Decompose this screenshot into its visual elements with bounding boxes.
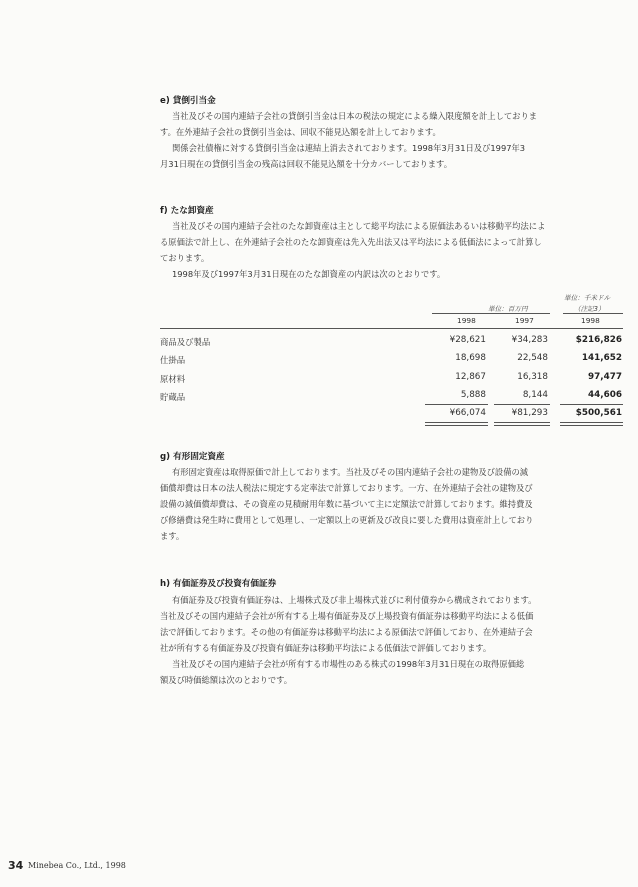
text-line: 社が所有する有価証券及び投資有価証券は移動平均法による低価法で評価しております。	[160, 643, 492, 653]
section-heading-h: h) 有価証券及び投資有価証券	[160, 579, 277, 589]
footer-company: Minebea Co., Ltd., 1998	[28, 861, 126, 870]
section-heading-e: e) 貸倒引当金	[160, 96, 216, 106]
subtotal-rule-1997	[494, 404, 550, 405]
text-line: 有形固定資産は取得原価で計上しております。当社及びその国内連結子会社の建物及び設備の減	[172, 467, 529, 477]
text-line: 当社及びその国内連結子会社が所有する市場性のある株式の1998年3月31日現在の取得原価総	[172, 659, 525, 669]
text-line: び修繕費は発生時に費用として処理し、一定額以上の更新及び改良に要した費用は資産計上しており	[160, 515, 534, 525]
text-line: す。在外連結子会社の貸倒引当金は、回収不能見込額を計上しております。	[160, 127, 441, 137]
row-label-raw-materials: 原材料	[160, 374, 186, 384]
header-rule-yen	[432, 313, 550, 314]
text-line: 関係会社債権に対する貸倒引当金は連結上消去されております。1998年3月31日及び1997年3	[172, 143, 526, 153]
cell-1998: 12,867	[455, 372, 486, 382]
col-header-1998: 1998	[457, 316, 476, 325]
total-double-rule	[425, 422, 488, 423]
cell-1997: 16,318	[517, 372, 548, 382]
total-double-rule	[560, 425, 623, 426]
section-heading-f: f) たな卸資産	[160, 206, 214, 216]
unit-label-usd: 単位：千米ドル	[564, 294, 611, 302]
text-line: 当社及びその国内連結子会社のたな卸資産は主として総平均法による原価法あるいは移動平均法によ	[172, 221, 546, 231]
text-line: 月31日現在の貸倒引当金の残高は回収不能見込額を十分カバーしております。	[160, 159, 452, 169]
total-double-rule	[425, 425, 488, 426]
cell-1998: 5,888	[460, 390, 486, 400]
total-1998-usd: $500,561	[575, 408, 622, 418]
unit-note-usd: （注記3）	[574, 305, 605, 313]
text-line: 設備の減価償却費は、その資産の見積耐用年数に基づいて主に定額法で計算しております。維持費及	[160, 499, 533, 509]
row-label-work-in-process: 仕掛品	[160, 355, 186, 365]
cell-1997: 22,548	[517, 353, 548, 363]
cell-1998: 18,698	[455, 353, 486, 363]
cell-1997: ¥34,283	[511, 335, 548, 345]
subtotal-rule-usd	[560, 404, 623, 405]
col-header-1998-usd: 1998	[581, 316, 600, 325]
cell-1998: ¥28,621	[449, 335, 486, 345]
unit-label-yen: 単位：百万円	[488, 305, 528, 313]
text-line: 法で評価しております。その他の有価証券は移動平均法による原価法で評価しており、在外連結子会	[160, 627, 533, 637]
total-double-rule	[494, 425, 550, 426]
cell-1998-usd: 44,606	[588, 390, 622, 400]
section-body-h	[160, 592, 622, 688]
total-1998: ¥66,074	[449, 408, 486, 418]
row-label-finished-goods: 商品及び製品	[160, 337, 211, 347]
text-line: ております。	[160, 253, 210, 263]
page-number: 34	[8, 859, 24, 872]
header-bottom-rule	[160, 328, 623, 329]
col-header-1997: 1997	[515, 316, 534, 325]
section-body-g	[160, 464, 622, 544]
text-line: 有価証券及び投資有価証券は、上場株式及び非上場株式並びに利付債券から構成されております。	[172, 595, 537, 605]
text-line: る原価法で計上し、在外連結子会社のたな卸資産は先入先出法又は平均法による低価法によって計算し	[160, 237, 542, 247]
cell-1997: 8,144	[522, 390, 548, 400]
total-double-rule	[494, 422, 550, 423]
text-line: 当社及びその国内連結子会社が所有する上場有価証券及び上場投資有価証券は移動平均法による低価	[160, 611, 534, 621]
total-1997: ¥81,293	[511, 408, 548, 418]
text-line: 価償却費は日本の法人税法に規定する定率法で計算しております。一方、在外連結子会社の建物及び	[160, 483, 533, 493]
section-heading-g: g) 有形固定資産	[160, 452, 225, 462]
section-body-e	[160, 108, 622, 172]
cell-1998-usd: $216,826	[575, 335, 622, 345]
subtotal-rule-1998	[425, 404, 488, 405]
text-line: 額及び時価総額は次のとおりです。	[160, 675, 293, 685]
total-double-rule	[560, 422, 623, 423]
cell-1998-usd: 97,477	[588, 372, 622, 382]
text-line: 当社及びその国内連結子会社の貸倒引当金は日本の税法の規定による繰入限度額を計上しておりま	[172, 111, 538, 121]
text-line: 1998年及び1997年3月31日現在のたな卸資産の内訳は次のとおりです。	[172, 269, 446, 279]
section-body-f	[160, 218, 622, 282]
cell-1998-usd: 141,652	[581, 353, 622, 363]
text-line: ます。	[160, 531, 185, 541]
row-label-supplies: 貯蔵品	[160, 392, 186, 402]
header-rule-usd	[563, 313, 623, 314]
